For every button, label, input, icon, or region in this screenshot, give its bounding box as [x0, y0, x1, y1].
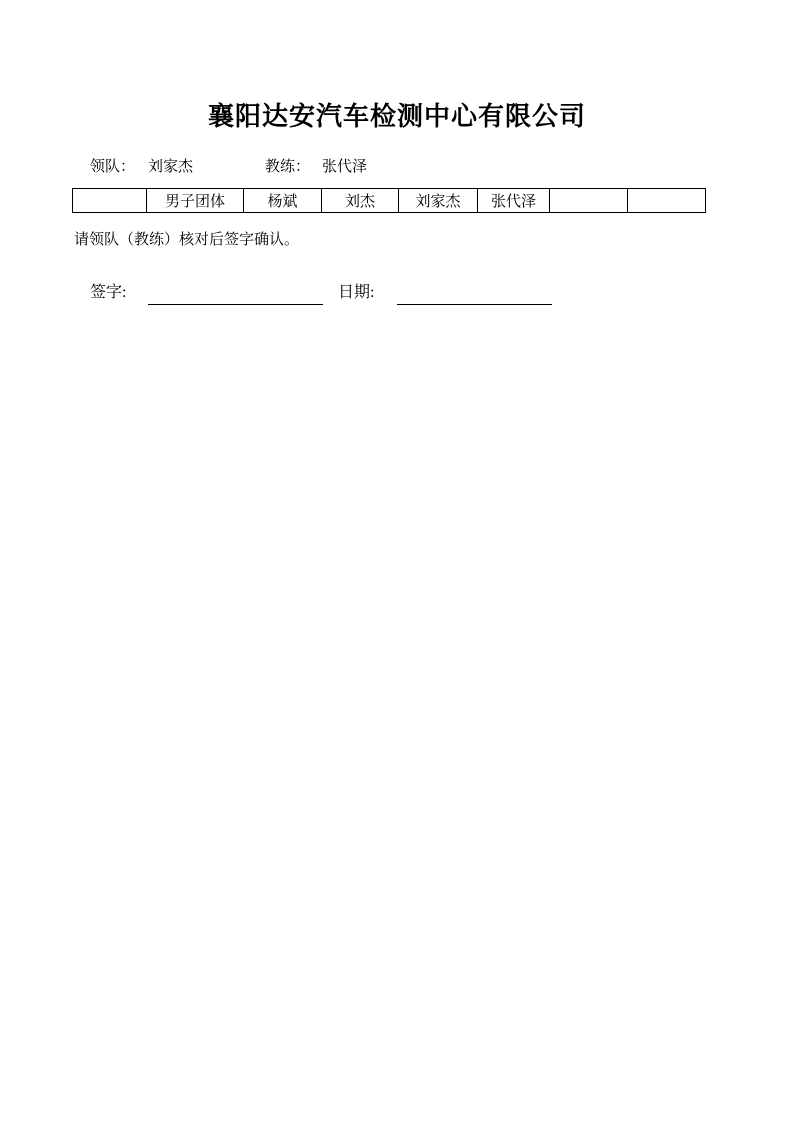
table-cell-member-2: 刘杰: [322, 189, 399, 213]
results-table: [72, 188, 706, 213]
date-label: 日期:: [338, 284, 375, 301]
signature-blank-line: [148, 304, 323, 305]
table-cell-member-3: 刘家杰: [399, 189, 478, 213]
table-cell-member-1: 杨斌: [244, 189, 322, 213]
date-blank-line: [397, 304, 552, 305]
coach-label: 教练：: [265, 159, 311, 175]
confirmation-note: 请领队（教练）核对后签字确认。: [74, 232, 300, 248]
table-cell-member-4: 张代泽: [478, 189, 550, 213]
table-row: [73, 189, 706, 213]
leader-name: 刘家杰: [148, 159, 194, 175]
table-cell-empty-2: [628, 189, 706, 213]
table-cell-empty-1: [550, 189, 628, 213]
table-cell-event: 男子团体: [147, 189, 244, 213]
signature-label: 签字:: [90, 284, 127, 301]
page-title: 襄阳达安汽车检测中心有限公司: [207, 101, 586, 131]
coach-name: 张代泽: [322, 159, 368, 175]
table-cell-empty-left: [73, 189, 147, 213]
leader-label: 领队：: [90, 159, 136, 175]
